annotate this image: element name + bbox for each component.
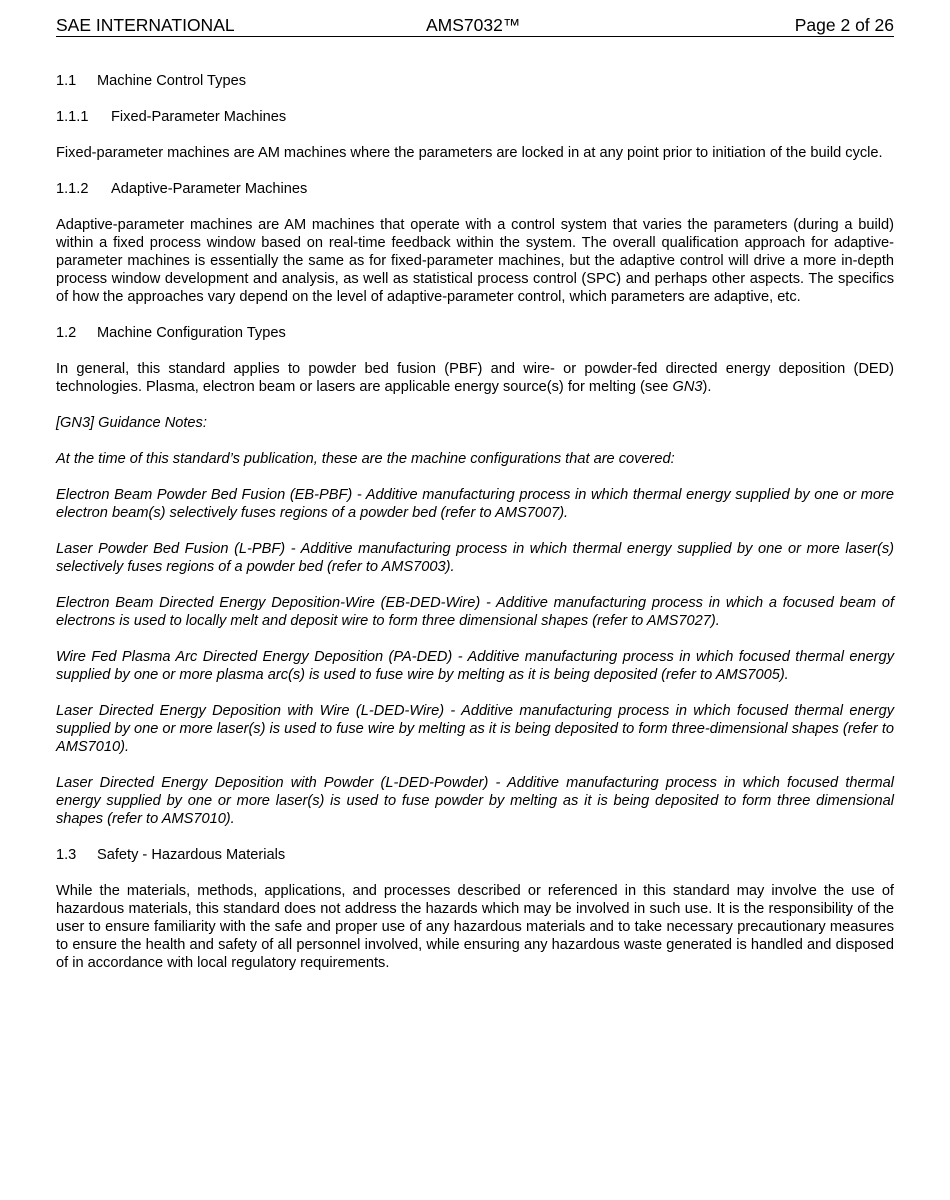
guidance-ref-link: GN3 [672,379,703,395]
heading-1-1 [56,72,894,90]
heading-number: 1.1.1 [56,109,89,125]
page-header [56,15,894,37]
paragraph-text: In general, this standard applies to powder bed fusion (PBF) and wire- or powder-fed directed energy deposition (DED) technologies. Plasma, electron beam or lasers are applicable energy source(s) for melting (see [56,361,894,395]
guidance-title: [GN3] Guidance Notes: [56,415,207,431]
heading-1-1-1 [56,108,894,126]
header-page-number: Page 2 of 26 [794,15,894,35]
paragraph-safety: While the materials, methods, applications, and processes described or referenced in this standard may involve the use of hazardous materials, this standard does not address the hazards which may be involved in such use. It is the responsibility of the user to ensure familiarity with the safe and proper use of any hazardous materials and to take necessary precautionary measures to ensure the health and safety of all personnel involved, while ensuring any hazardous waste generated is handled and disposed of in accordance with local regulatory requirements. [56,883,894,971]
guidance-item: Laser Directed Energy Deposition with Powder (L-DED-Powder) - Additive manufacturing process in which focused thermal energy supplied by one or more laser(s) is used to fuse powder by melting as it is being deposited to form three dimensional shapes (refer to AMS7010). [56,775,894,827]
heading-title: Fixed-Parameter Machines [111,109,287,125]
paragraph-text-end: ). [702,379,712,395]
paragraph-fixed-parameter: Fixed-parameter machines are AM machines where the parameters are locked in at any point prior to initiation of the build cycle. [56,145,883,161]
heading-number: 1.1.2 [56,181,89,197]
heading-title: Adaptive-Parameter Machines [111,181,308,197]
heading-1-3 [56,846,894,864]
guidance-item: Wire Fed Plasma Arc Directed Energy Deposition (PA-DED) - Additive manufacturing process in which focused thermal energy supplied by one or more plasma arc(s) is used to fuse wire by melting as it is being deposited (refer to AMS7005). [56,649,894,683]
heading-number: 1.1 [56,73,77,89]
guidance-item: Electron Beam Directed Energy Deposition-Wire (EB-DED-Wire) - Additive manufacturing process in which a focused beam of electrons is used to locally melt and deposit wire to form three dimensional shapes (refer to AMS7027). [56,595,894,629]
heading-number: 1.3 [56,847,77,863]
heading-1-2 [56,324,894,342]
heading-number: 1.2 [56,325,77,341]
heading-title: Safety - Hazardous Materials [97,847,286,863]
paragraph-adaptive-parameter: Adaptive-parameter machines are AM machines that operate with a control system that varies the parameters (during a build) within a fixed process window based on real-time feedback within the system. The overall qualification approach for adaptive-parameter machines is essentially the same as for fixed-parameter machines, but the adaptive control will drive a more in-depth process window development and analysis, as well as statistical process control (SPC) and perhaps other aspects. The specifics of how the approaches vary depend on the level of adaptive-parameter control, which parameters are adaptive, etc. [56,217,894,305]
header-org: SAE INTERNATIONAL [56,15,235,35]
guidance-item: Laser Directed Energy Deposition with Wire (L-DED-Wire) - Additive manufacturing process in which focused thermal energy supplied by one or more laser(s) is used to fuse wire by melting as it is being deposited to form three-dimensional shapes (refer to AMS7010). [56,703,894,755]
header-doc-id: AMS7032™ [426,15,521,35]
heading-title: Machine Configuration Types [97,325,286,341]
document-body [56,72,894,972]
guidance-item: Electron Beam Powder Bed Fusion (EB-PBF) - Additive manufacturing process in which thermal energy supplied by one or more electron beam(s) selectively fuses regions of a powder bed (refer to AMS7007). [56,487,894,521]
guidance-item: Laser Powder Bed Fusion (L-PBF) - Additive manufacturing process in which thermal energy supplied by one or more laser(s) selectively fuses regions of a powder bed (refer to AMS7003). [56,541,894,575]
guidance-intro: At the time of this standard’s publication, these are the machine configurations that are covered: [56,451,675,467]
heading-1-1-2 [56,180,894,198]
heading-title: Machine Control Types [97,73,246,89]
paragraph-machine-config [56,360,894,396]
